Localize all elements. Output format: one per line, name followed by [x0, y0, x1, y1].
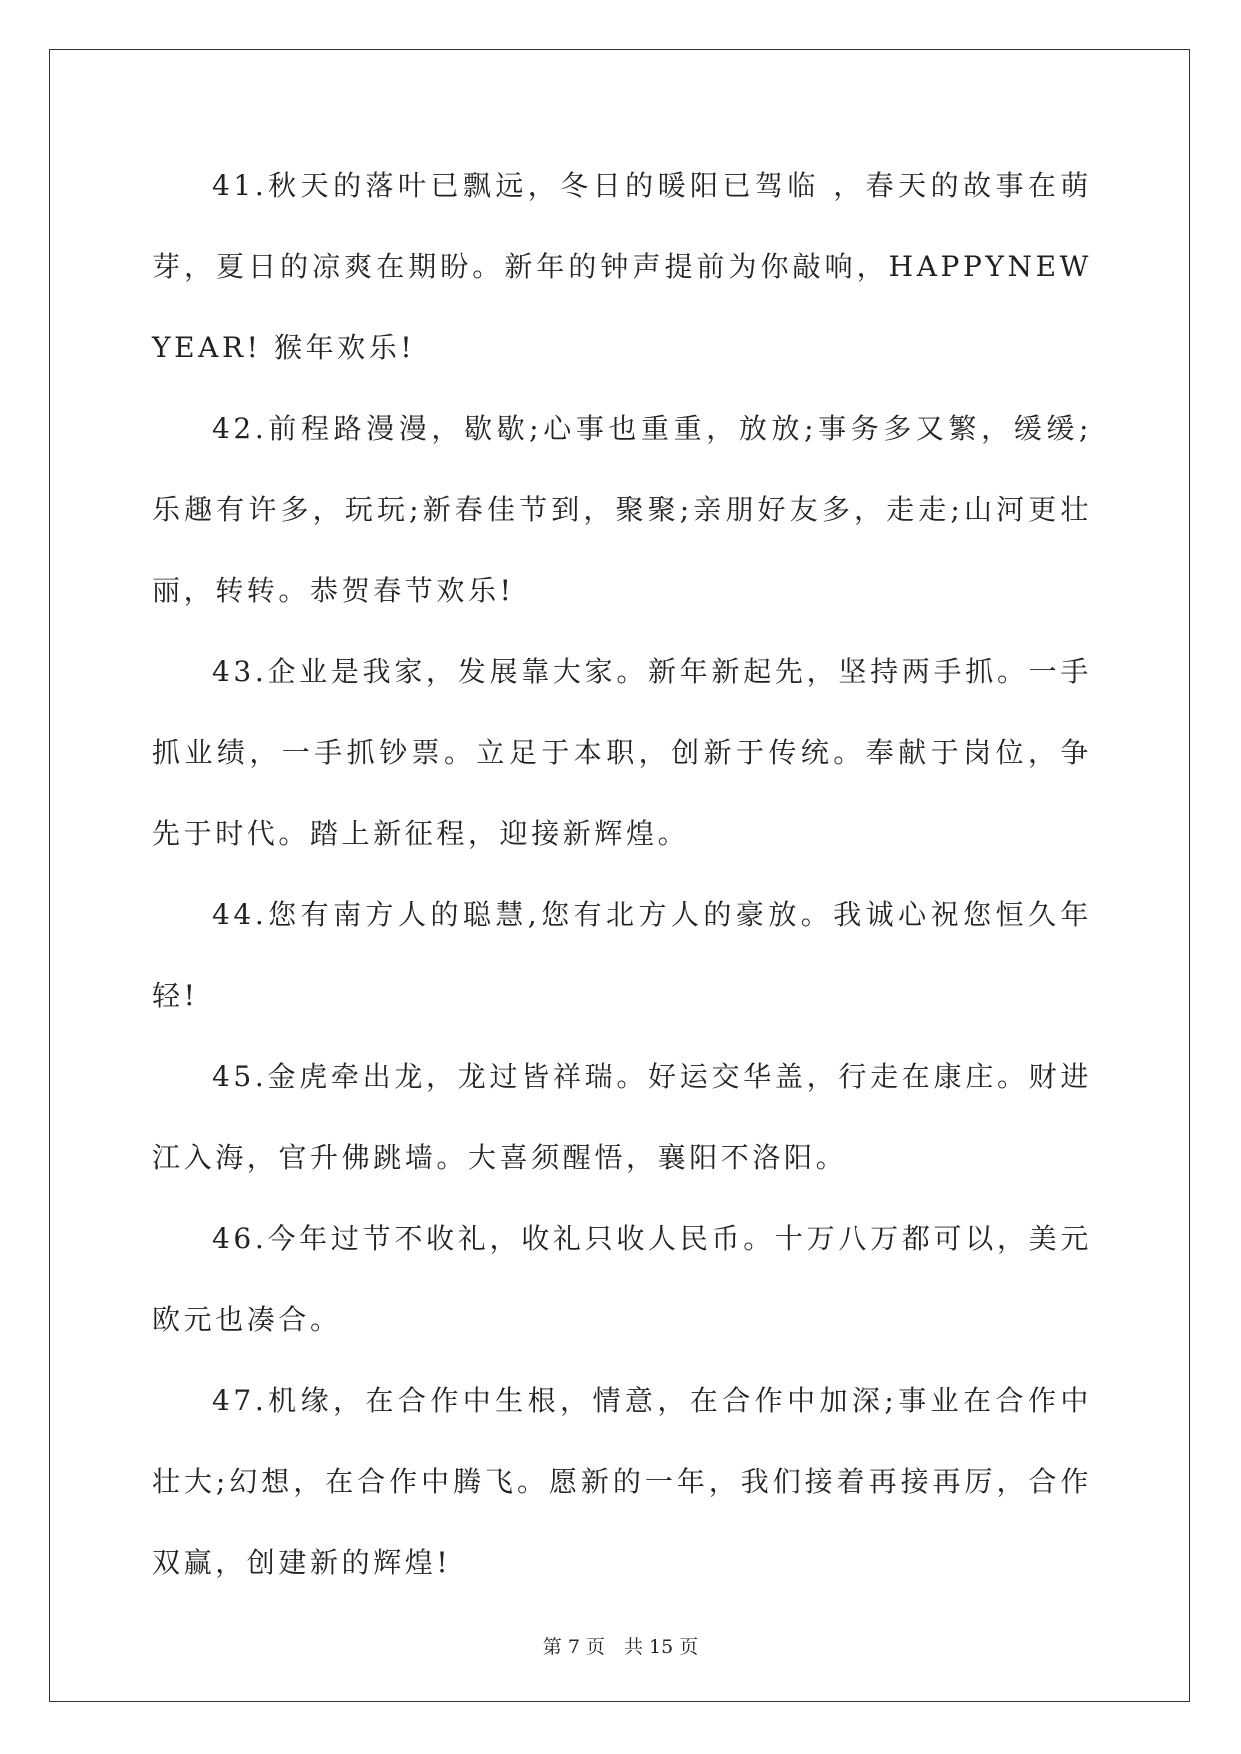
paragraph-44: 44.您有南方人的聪慧,您有北方人的豪放。我诚心祝您恒久年轻!: [152, 898, 1092, 1012]
paragraph-46: 46.今年过节不收礼，收礼只收人民币。十万八万都可以，美元欧元也凑合。: [152, 1222, 1092, 1336]
page-number-footer: 第 7 页 共 15 页: [542, 1636, 699, 1658]
document-body: [152, 145, 1092, 1603]
paragraph-45: 45.金虎牵出龙，龙过皆祥瑞。好运交华盖，行走在康庄。财进江入海，官升佛跳墙。大喜须醒悟，襄阳不洛阳。: [152, 1060, 1092, 1174]
paragraph-42: 42.前程路漫漫，歇歇;心事也重重，放放;事务多又繁，缓缓;乐趣有许多，玩玩;新春佳节到，聚聚;亲朋好友多，走走;山河更壮丽，转转。恭贺春节欢乐!: [152, 412, 1092, 607]
paragraph-47: 47.机缘，在合作中生根，情意，在合作中加深;事业在合作中壮大;幻想，在合作中腾飞。愿新的一年，我们接着再接再厉，合作双赢，创建新的辉煌!: [152, 1384, 1092, 1579]
paragraph-41: 41.秋天的落叶已飘远，冬日的暖阳已驾临 ，春天的故事在萌芽，夏日的凉爽在期盼。新年的钟声提前为你敲响，HAPPYNEWYEAR! 猴年欢乐!: [152, 169, 1092, 364]
paragraph-43: 43.企业是我家，发展靠大家。新年新起先，坚持两手抓。一手抓业绩，一手抓钞票。立足于本职，创新于传统。奉献于岗位，争先于时代。踏上新征程，迎接新辉煌。: [152, 655, 1092, 850]
